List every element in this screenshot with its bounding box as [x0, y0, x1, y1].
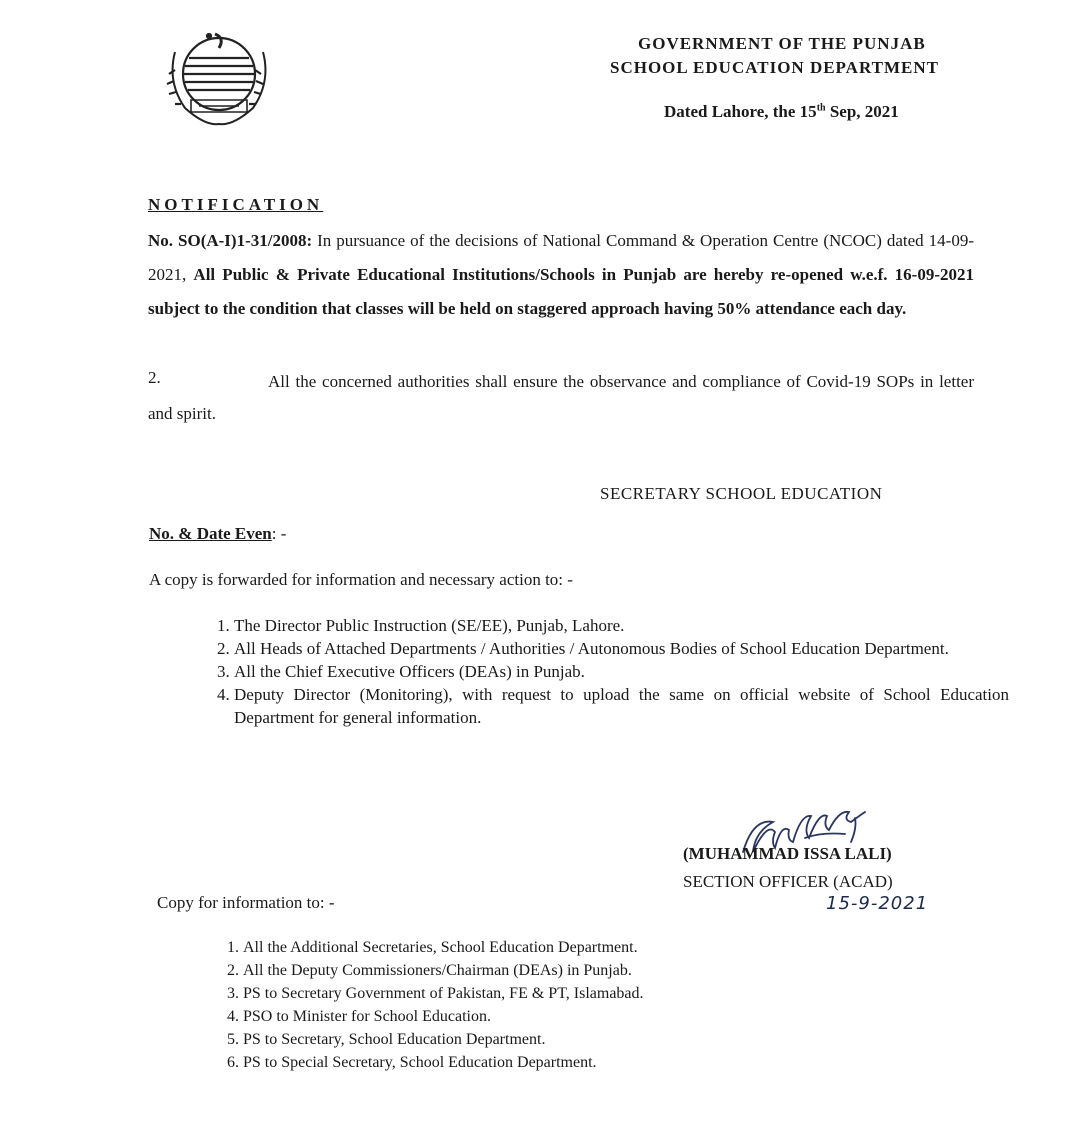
signature-date: 15-9-2021: [826, 893, 929, 914]
list-item: 1. The Director Public Instruction (SE/EE), Punjab, Lahore.: [234, 614, 1009, 637]
list-item: 2. All the Deputy Commissioners/Chairman (DEAs) in Punjab.: [243, 959, 843, 982]
notification-heading: NOTIFICATION: [148, 195, 324, 214]
list-item: 4. PSO to Minister for School Education.: [243, 1005, 843, 1028]
punjab-emblem-icon: [155, 22, 283, 130]
department-title: SCHOOL EDUCATION DEPARTMENT: [610, 58, 939, 77]
list-item: 6. PS to Special Secretary, School Education Department.: [243, 1051, 843, 1074]
dated-line: Dated Lahore, the 15th Sep, 2021: [664, 102, 899, 121]
list-item: 3. All the Chief Executive Officers (DEAs) in Punjab.: [234, 660, 1009, 683]
notification-text: In pursuance of the decisions of National Command & Operation Centre (NCOC) dated 14-09-2021,: [148, 231, 974, 284]
paragraph-2-number: 2.: [148, 368, 161, 387]
no-date-even: No. & Date Even: -: [149, 524, 287, 543]
list-item: 3. PS to Secretary Government of Pakistan, FE & PT, Islamabad.: [243, 982, 843, 1005]
officer-name: (MUHAMMAD ISSA LALI): [683, 844, 892, 863]
government-title: GOVERNMENT OF THE PUNJAB: [638, 34, 926, 53]
secretary-title: SECRETARY SCHOOL EDUCATION: [600, 484, 883, 503]
officer-title: SECTION OFFICER (ACAD): [683, 872, 893, 891]
notification-paragraph: [148, 224, 974, 326]
paragraph-2-text: All the concerned authorities shall ensure the observance and compliance of Covid-19 SOPs in letter and spirit.: [148, 372, 974, 423]
list-item: 1. All the Additional Secretaries, School Education Department.: [243, 936, 843, 959]
list-item: 5. PS to Secretary, School Education Department.: [243, 1028, 843, 1051]
notification-number: No. SO(A-I)1-31/2008:: [148, 231, 313, 250]
info-list: [213, 936, 843, 1074]
copy-info-intro: Copy for information to: -: [157, 893, 335, 912]
list-item: 4. Deputy Director (Monitoring), with request to upload the same on official website of School Education Department for general information.: [234, 683, 1009, 729]
list-item: 2. All Heads of Attached Departments / Authorities / Autonomous Bodies of School Education Department.: [234, 637, 1009, 660]
forward-intro: A copy is forwarded for information and necessary action to: -: [149, 570, 573, 589]
forward-list: [204, 614, 1009, 729]
notification-bold-text: All Public & Private Educational Institutions/Schools in Punjab are hereby re-opened w.e.f. 16-09-2021 subject to the condition that classes will be held on staggered approach having 50% attendance each day.: [148, 265, 975, 318]
